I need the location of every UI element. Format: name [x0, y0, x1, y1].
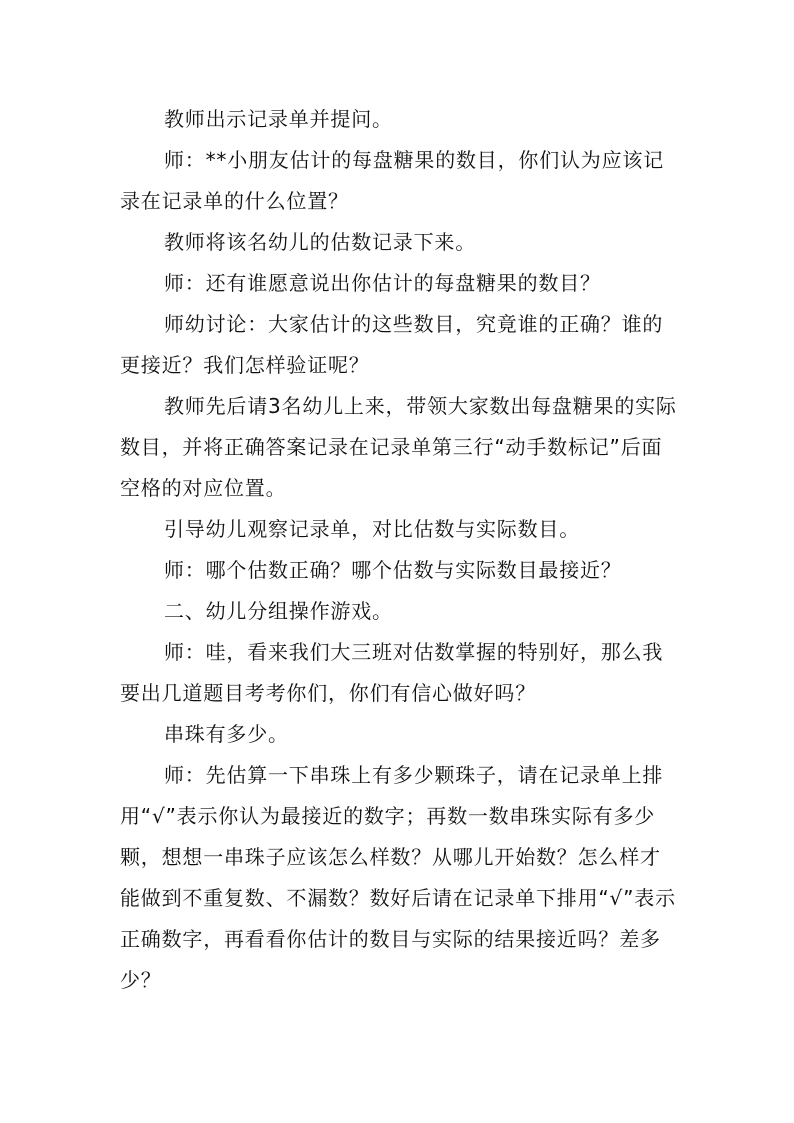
- paragraph: 师幼讨论：大家估计的这些数目，究竟谁的正确？谁的更接近？我们怎样验证呢？: [120, 312, 664, 377]
- paragraph: 串珠有多少。: [164, 722, 289, 746]
- paragraph: 师：哪个估数正确？哪个估数与实际数目最接近？: [164, 558, 622, 582]
- section-heading: 二、幼儿分组操作游戏。: [164, 599, 393, 623]
- paragraph: 引导幼儿观察记录单，对比估数与实际数目。: [164, 517, 580, 541]
- paragraph: 教师将该名幼儿的估数记录下来。: [164, 230, 476, 254]
- paragraph: 师：**小朋友估计的每盘糖果的数目，你们认为应该记录在记录单的什么位置？: [120, 148, 664, 213]
- paragraph: 师：还有谁愿意说出你估计的每盘糖果的数目？: [164, 271, 601, 295]
- paragraph: 师：哇，看来我们大三班对估数掌握的特别好，那么我要出几道题目考考你们，你们有信心做好吗？: [120, 640, 664, 705]
- paragraph: 师：先估算一下串珠上有多少颗珠子，请在记录单上排用“√”表示你认为最接近的数字；再数一数串珠实际有多少颗，想想一串珠子应该怎么样数？从哪儿开始数？怎么样才能做到不重复数、不漏数？数好后请在记录单下排用“√”表示正确数字，再看看你估计的数目与实际的结果接近吗？差多少？: [120, 763, 676, 992]
- paragraph: 教师先后请3名幼儿上来，带领大家数出每盘糖果的实际数目，并将正确答案记录在记录单第三行“动手数标记”后面空格的对应位置。: [120, 394, 677, 500]
- paragraph: 教师出示记录单并提问。: [164, 107, 393, 131]
